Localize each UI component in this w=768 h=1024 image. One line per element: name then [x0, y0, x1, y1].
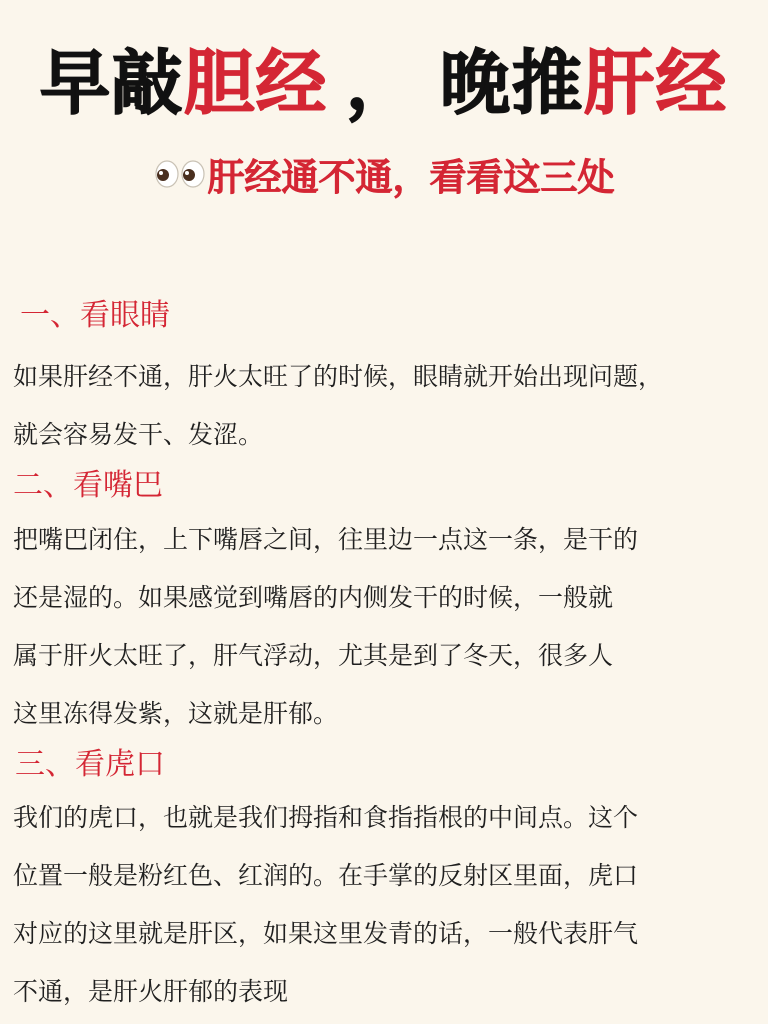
- paragraph-line: 就会容易发干、发涩。: [13, 420, 264, 449]
- subtitle-text: 肝经通不通，看看这三处: [207, 156, 615, 199]
- paragraph-line: 还是湿的。如果感觉到嘴唇的内侧发干的时候，一般就: [13, 583, 614, 612]
- paragraph-line: 把嘴巴闭住，上下嘴唇之间，往里边一点这一条，是干的: [13, 525, 639, 554]
- paragraph-line: 对应的这里就是肝区，如果这里发青的话，一般代表肝气: [13, 919, 639, 948]
- section-mouth: [0, 464, 768, 743]
- paragraph-line: 属于肝火太旺了，肝气浮动，尤其是到了冬天，很多人: [13, 641, 614, 670]
- section-tiger-mouth: [0, 743, 768, 1021]
- paragraph-line: 位置一般是粉红色、红润的。在手掌的反射区里面，虎口: [13, 861, 639, 890]
- title-part-3: 晚推: [440, 42, 584, 124]
- section-paragraph: [0, 348, 768, 464]
- paragraph-line: 如果肝经不通，肝火太旺了的时候，眼睛就开始出现问题，: [13, 362, 664, 391]
- paragraph-line: 我们的虎口，也就是我们拇指和食指指根的中间点。这个: [13, 803, 639, 832]
- section-eyes: [0, 294, 768, 464]
- section-paragraph: [0, 789, 768, 1021]
- title-part-2: 胆经: [184, 42, 328, 124]
- paragraph-line: 这里冻得发紫，这就是肝郁。: [13, 699, 339, 728]
- section-heading: 二、看嘴巴: [13, 468, 163, 503]
- title-part-4: 肝经: [584, 42, 728, 124]
- title-comma: ，: [346, 42, 418, 124]
- paragraph-line: 不通，是肝火肝郁的表现: [13, 977, 289, 1006]
- section-heading: 一、看眼睛: [20, 298, 170, 333]
- eyes-icon: [154, 147, 206, 207]
- page-title: [0, 38, 768, 128]
- subtitle: [0, 148, 768, 208]
- section-paragraph: [0, 511, 768, 743]
- section-heading: 三、看虎口: [15, 747, 165, 782]
- title-part-1: 早敲: [40, 42, 184, 124]
